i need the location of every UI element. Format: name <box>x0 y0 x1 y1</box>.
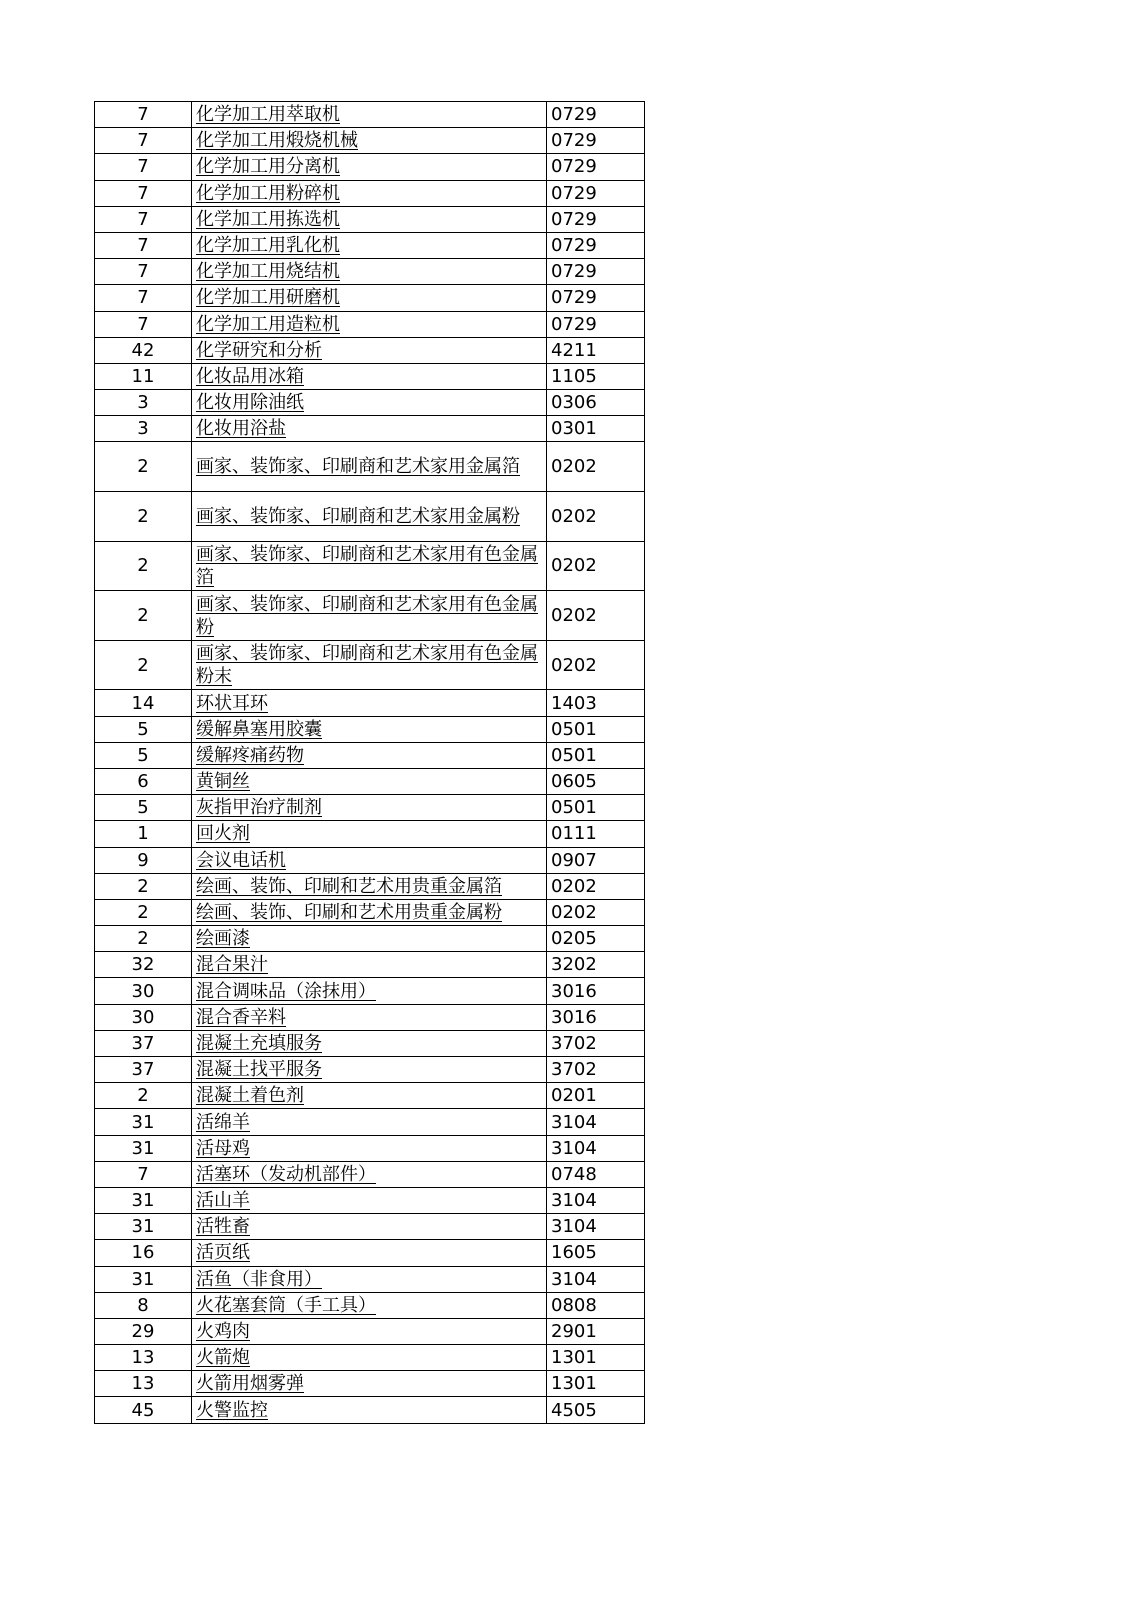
goods-name-cell: 画家、装饰家、印刷商和艺术家用有色金属粉 <box>192 591 547 641</box>
goods-name-cell: 缓解鼻塞用胶囊 <box>192 716 547 742</box>
goods-name-cell: 画家、装饰家、印刷商和艺术家用金属箔 <box>192 442 547 492</box>
table-row <box>95 492 645 542</box>
table-row <box>95 1345 645 1371</box>
class-number-cell: 30 <box>95 978 192 1004</box>
class-number-cell: 2 <box>95 492 192 542</box>
table-row <box>95 1371 645 1397</box>
group-code-cell: 1301 <box>547 1345 645 1371</box>
class-number-cell: 6 <box>95 768 192 794</box>
goods-name-cell: 灰指甲治疗制剂 <box>192 795 547 821</box>
class-number-cell: 7 <box>95 311 192 337</box>
goods-name-cell: 化学加工用烧结机 <box>192 259 547 285</box>
class-number-cell: 2 <box>95 899 192 925</box>
goods-name-cell: 画家、装饰家、印刷商和艺术家用有色金属箔 <box>192 541 547 591</box>
table-row <box>95 1397 645 1423</box>
group-code-cell: 3016 <box>547 978 645 1004</box>
table-row <box>95 232 645 258</box>
class-number-cell: 7 <box>95 232 192 258</box>
class-number-cell: 31 <box>95 1214 192 1240</box>
class-number-cell: 30 <box>95 1004 192 1030</box>
table-row <box>95 285 645 311</box>
goods-name-cell: 火箭用烟雾弹 <box>192 1371 547 1397</box>
table-row <box>95 390 645 416</box>
group-code-cell: 0501 <box>547 795 645 821</box>
class-number-cell: 7 <box>95 1161 192 1187</box>
goods-name-cell: 化学加工用萃取机 <box>192 102 547 128</box>
table-row <box>95 716 645 742</box>
group-code-cell: 0202 <box>547 492 645 542</box>
goods-name-cell: 化学加工用煅烧机械 <box>192 128 547 154</box>
table-row <box>95 311 645 337</box>
group-code-cell: 0202 <box>547 541 645 591</box>
goods-name-cell: 火箭炮 <box>192 1345 547 1371</box>
class-number-cell: 31 <box>95 1266 192 1292</box>
group-code-cell: 3202 <box>547 952 645 978</box>
class-number-cell: 2 <box>95 640 192 690</box>
group-code-cell: 0729 <box>547 232 645 258</box>
table-row <box>95 591 645 641</box>
goods-name-cell: 绘画、装饰、印刷和艺术用贵重金属箔 <box>192 873 547 899</box>
group-code-cell: 3104 <box>547 1187 645 1213</box>
table-row <box>95 1318 645 1344</box>
goods-name-cell: 画家、装饰家、印刷商和艺术家用金属粉 <box>192 492 547 542</box>
table-row <box>95 978 645 1004</box>
table-row <box>95 206 645 232</box>
goods-name-cell: 化学研究和分析 <box>192 337 547 363</box>
goods-name-cell: 化学加工用拣选机 <box>192 206 547 232</box>
goods-name-cell: 绘画、装饰、印刷和艺术用贵重金属粉 <box>192 899 547 925</box>
class-number-cell: 29 <box>95 1318 192 1344</box>
goods-name-cell: 画家、装饰家、印刷商和艺术家用有色金属粉末 <box>192 640 547 690</box>
group-code-cell: 0501 <box>547 742 645 768</box>
class-number-cell: 7 <box>95 206 192 232</box>
group-code-cell: 1301 <box>547 1371 645 1397</box>
table-row <box>95 640 645 690</box>
group-code-cell: 3104 <box>547 1109 645 1135</box>
table-row <box>95 899 645 925</box>
class-number-cell: 7 <box>95 154 192 180</box>
goods-name-cell: 化妆品用冰箱 <box>192 363 547 389</box>
group-code-cell: 0729 <box>547 206 645 232</box>
class-number-cell: 16 <box>95 1240 192 1266</box>
class-number-cell: 5 <box>95 716 192 742</box>
goods-name-cell: 活绵羊 <box>192 1109 547 1135</box>
group-code-cell: 0729 <box>547 285 645 311</box>
group-code-cell: 2901 <box>547 1318 645 1344</box>
class-number-cell: 42 <box>95 337 192 363</box>
group-code-cell: 3104 <box>547 1266 645 1292</box>
table-row <box>95 795 645 821</box>
table-row <box>95 337 645 363</box>
class-number-cell: 5 <box>95 742 192 768</box>
class-number-cell: 7 <box>95 259 192 285</box>
table-row <box>95 768 645 794</box>
goods-name-cell: 混凝土着色剂 <box>192 1083 547 1109</box>
table-row <box>95 442 645 492</box>
class-number-cell: 31 <box>95 1109 192 1135</box>
class-number-cell: 14 <box>95 690 192 716</box>
class-number-cell: 3 <box>95 390 192 416</box>
goods-name-cell: 化学加工用分离机 <box>192 154 547 180</box>
group-code-cell: 0729 <box>547 259 645 285</box>
group-code-cell: 1105 <box>547 363 645 389</box>
class-number-cell: 5 <box>95 795 192 821</box>
goods-name-cell: 活塞环（发动机部件） <box>192 1161 547 1187</box>
class-number-cell: 32 <box>95 952 192 978</box>
class-number-cell: 7 <box>95 102 192 128</box>
class-number-cell: 2 <box>95 1083 192 1109</box>
class-number-cell: 7 <box>95 128 192 154</box>
goods-name-cell: 活页纸 <box>192 1240 547 1266</box>
goods-name-cell: 环状耳环 <box>192 690 547 716</box>
goods-name-cell: 缓解疼痛药物 <box>192 742 547 768</box>
group-code-cell: 0501 <box>547 716 645 742</box>
goods-name-cell: 活山羊 <box>192 1187 547 1213</box>
table-row <box>95 1187 645 1213</box>
class-number-cell: 1 <box>95 821 192 847</box>
goods-name-cell: 回火剂 <box>192 821 547 847</box>
group-code-cell: 4505 <box>547 1397 645 1423</box>
group-code-cell: 0202 <box>547 442 645 492</box>
class-number-cell: 13 <box>95 1345 192 1371</box>
table-row <box>95 821 645 847</box>
goods-name-cell: 化妆用除油纸 <box>192 390 547 416</box>
table-row <box>95 102 645 128</box>
goods-name-cell: 会议电话机 <box>192 847 547 873</box>
table-row <box>95 154 645 180</box>
group-code-cell: 0202 <box>547 640 645 690</box>
group-code-cell: 0111 <box>547 821 645 847</box>
goods-name-cell: 化妆用浴盐 <box>192 416 547 442</box>
group-code-cell: 0907 <box>547 847 645 873</box>
goods-name-cell: 活鱼（非食用） <box>192 1266 547 1292</box>
table-row <box>95 952 645 978</box>
goods-name-cell: 化学加工用研磨机 <box>192 285 547 311</box>
group-code-cell: 0202 <box>547 873 645 899</box>
table-row <box>95 1030 645 1056</box>
group-code-cell: 0729 <box>547 102 645 128</box>
goods-name-cell: 火警监控 <box>192 1397 547 1423</box>
table-row <box>95 1057 645 1083</box>
group-code-cell: 0301 <box>547 416 645 442</box>
table-row <box>95 1135 645 1161</box>
group-code-cell: 0205 <box>547 926 645 952</box>
goods-name-cell: 混合香辛料 <box>192 1004 547 1030</box>
goods-name-cell: 火鸡肉 <box>192 1318 547 1344</box>
class-number-cell: 2 <box>95 591 192 641</box>
goods-classification-table <box>94 101 645 1424</box>
goods-name-cell: 绘画漆 <box>192 926 547 952</box>
class-number-cell: 37 <box>95 1057 192 1083</box>
table-row <box>95 926 645 952</box>
goods-name-cell: 混合果汁 <box>192 952 547 978</box>
group-code-cell: 3702 <box>547 1030 645 1056</box>
table-row <box>95 541 645 591</box>
group-code-cell: 3104 <box>547 1214 645 1240</box>
group-code-cell: 1605 <box>547 1240 645 1266</box>
table-row <box>95 1004 645 1030</box>
table-row <box>95 1240 645 1266</box>
goods-name-cell: 火花塞套筒（手工具） <box>192 1292 547 1318</box>
goods-name-cell: 活母鸡 <box>192 1135 547 1161</box>
class-number-cell: 31 <box>95 1135 192 1161</box>
goods-name-cell: 黄铜丝 <box>192 768 547 794</box>
group-code-cell: 0306 <box>547 390 645 416</box>
group-code-cell: 3702 <box>547 1057 645 1083</box>
table-row <box>95 873 645 899</box>
table-row <box>95 1214 645 1240</box>
group-code-cell: 0605 <box>547 768 645 794</box>
table-row <box>95 128 645 154</box>
class-number-cell: 9 <box>95 847 192 873</box>
table-row <box>95 416 645 442</box>
goods-name-cell: 化学加工用造粒机 <box>192 311 547 337</box>
class-number-cell: 7 <box>95 285 192 311</box>
goods-name-cell: 活牲畜 <box>192 1214 547 1240</box>
group-code-cell: 0729 <box>547 311 645 337</box>
table-body <box>95 102 645 1424</box>
class-number-cell: 7 <box>95 180 192 206</box>
class-number-cell: 45 <box>95 1397 192 1423</box>
table-row <box>95 259 645 285</box>
goods-name-cell: 化学加工用粉碎机 <box>192 180 547 206</box>
table-row <box>95 1266 645 1292</box>
goods-name-cell: 化学加工用乳化机 <box>192 232 547 258</box>
class-number-cell: 37 <box>95 1030 192 1056</box>
group-code-cell: 4211 <box>547 337 645 363</box>
goods-name-cell: 混凝土充填服务 <box>192 1030 547 1056</box>
group-code-cell: 0748 <box>547 1161 645 1187</box>
goods-name-cell: 混凝土找平服务 <box>192 1057 547 1083</box>
group-code-cell: 3104 <box>547 1135 645 1161</box>
group-code-cell: 0729 <box>547 128 645 154</box>
table-row <box>95 847 645 873</box>
table-row <box>95 1161 645 1187</box>
class-number-cell: 11 <box>95 363 192 389</box>
table-row <box>95 1292 645 1318</box>
table-row <box>95 363 645 389</box>
table-row <box>95 180 645 206</box>
table-row <box>95 1109 645 1135</box>
class-number-cell: 8 <box>95 1292 192 1318</box>
group-code-cell: 3016 <box>547 1004 645 1030</box>
class-number-cell: 2 <box>95 873 192 899</box>
class-number-cell: 2 <box>95 442 192 492</box>
goods-name-cell: 混合调味品（涂抹用） <box>192 978 547 1004</box>
class-number-cell: 2 <box>95 541 192 591</box>
table-row <box>95 1083 645 1109</box>
table-row <box>95 742 645 768</box>
group-code-cell: 0202 <box>547 899 645 925</box>
group-code-cell: 0201 <box>547 1083 645 1109</box>
table-row <box>95 690 645 716</box>
group-code-cell: 0729 <box>547 180 645 206</box>
class-number-cell: 31 <box>95 1187 192 1213</box>
group-code-cell: 0202 <box>547 591 645 641</box>
group-code-cell: 0729 <box>547 154 645 180</box>
class-number-cell: 2 <box>95 926 192 952</box>
class-number-cell: 3 <box>95 416 192 442</box>
group-code-cell: 0808 <box>547 1292 645 1318</box>
group-code-cell: 1403 <box>547 690 645 716</box>
class-number-cell: 13 <box>95 1371 192 1397</box>
